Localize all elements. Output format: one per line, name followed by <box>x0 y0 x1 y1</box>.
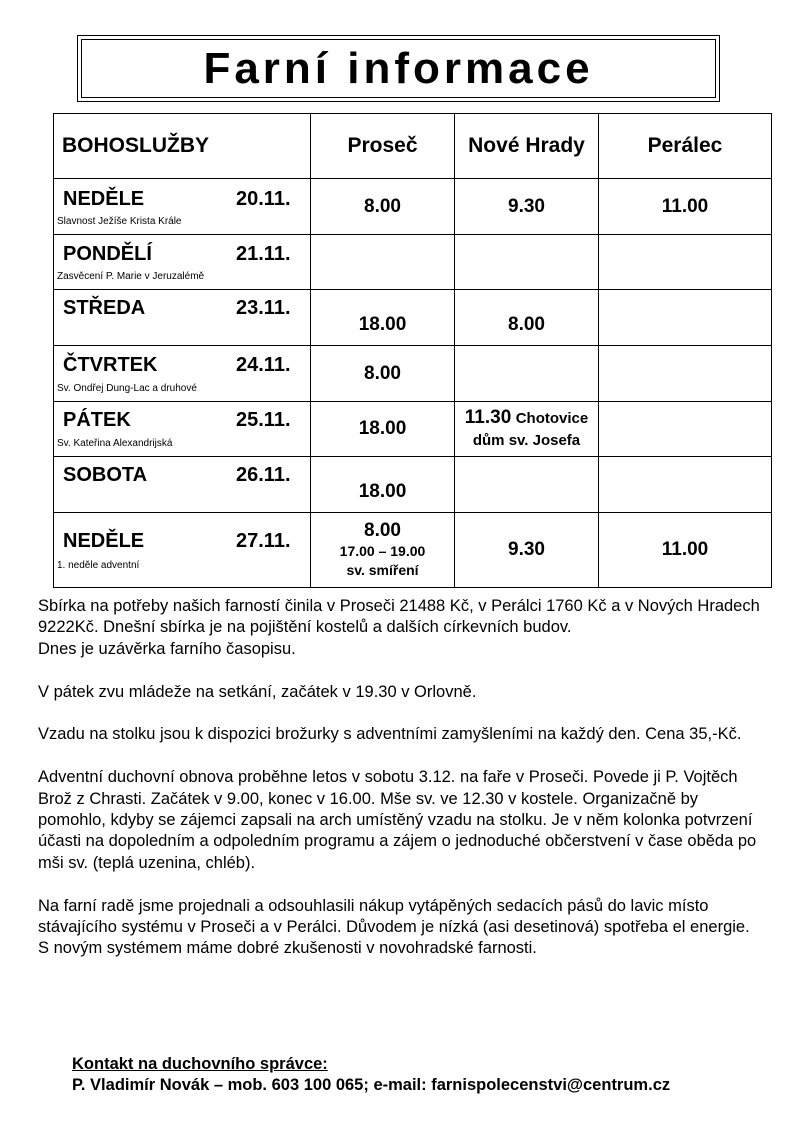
announcements <box>38 596 763 981</box>
schedule-row <box>54 179 772 235</box>
announcement-booklets: Vzadu na stolku jsou k dispozici brožurky s adventními zamyšleními na každý den. Cena 35,-Kč. <box>38 725 742 744</box>
day-cell <box>54 513 311 588</box>
day-name: PÁTEK <box>63 409 131 431</box>
header-peralec: Perálec <box>599 114 772 179</box>
day-cell <box>54 346 311 402</box>
announcement-magazine: Dnes je uzávěrka farního časopisu. <box>38 639 296 658</box>
day-cell <box>54 235 311 290</box>
day-cell <box>54 402 311 457</box>
schedule-row <box>54 457 772 513</box>
time-prosec <box>311 235 455 290</box>
day-date: 26.11. <box>236 464 291 486</box>
announcement-youth: V pátek zvu mládeže na setkání, začátek v 19.30 v Orlovně. <box>38 682 477 701</box>
time-peralec <box>599 235 772 290</box>
day-subtitle: Zasvěcení P. Marie v Jeruzalémě <box>57 271 205 282</box>
time-nove-hrady: 8.00 <box>455 290 599 346</box>
time-prosec: 8.00 <box>311 346 455 402</box>
time-nove-hrady: 9.30 <box>455 179 599 235</box>
day-date: 23.11. <box>236 297 291 319</box>
time-prosec: 18.00 <box>311 457 455 513</box>
time-nove-hrady <box>455 457 599 513</box>
time-peralec <box>599 346 772 402</box>
time-peralec: 11.00 <box>599 179 772 235</box>
day-cell <box>54 457 311 513</box>
schedule-header-row <box>54 114 772 179</box>
time-peralec <box>599 402 772 457</box>
day-name: STŘEDA <box>63 297 146 319</box>
day-date: 25.11. <box>236 409 291 431</box>
schedule-row <box>54 513 772 588</box>
time-range: 17.00 – 19.00 <box>339 543 426 559</box>
schedule-row <box>54 290 772 346</box>
time-prosec <box>311 513 455 588</box>
header-nove-hrady: Nové Hrady <box>455 114 599 179</box>
time-peralec: 11.00 <box>599 513 772 588</box>
day-date: 24.11. <box>236 354 291 376</box>
schedule-table <box>53 113 772 588</box>
time-nove-hrady: 9.30 <box>455 513 599 588</box>
contact-heading: Kontakt na duchovního správce: <box>72 1055 328 1073</box>
day-cell <box>54 290 311 346</box>
day-name: NEDĚLE <box>63 530 145 552</box>
day-name: NEDĚLE <box>63 188 145 210</box>
contact-block <box>72 1054 772 1096</box>
title-frame <box>81 39 716 98</box>
day-date: 27.11. <box>236 530 291 552</box>
day-subtitle: Sv. Kateřina Alexandrijská <box>57 438 173 449</box>
announcement-advent-retreat: Adventní duchovní obnova proběhne letos v sobotu 3.12. na faře v Proseči. Povede ji P. Vojtěch Brož z Chrasti. Začátek v 9.00, konec v 16.00. Mše sv. ve 12.30 v kostele. Organizačně by pomohlo, kdyby se zájemci zapsali na arch umístěný vzadu na stolku. Je v něm kolonka potvrzení účasti na dopoledním a odpoledním programu a zájem o jednoduché občerstvení v čase oběda po mši sv. (teplá uzenina, chléb). <box>38 768 757 872</box>
day-subtitle: 1. neděle adventní <box>57 560 140 571</box>
time-prosec: 8.00 <box>311 179 455 235</box>
time-prosec: 18.00 <box>311 290 455 346</box>
day-name: PONDĚLÍ <box>63 243 152 265</box>
time-peralec <box>599 290 772 346</box>
time-value: 11.30 <box>464 406 512 428</box>
announcement-collection: Sbírka na potřeby našich farností činila v Proseči 21488 Kč, v Perálci 1760 Kč a v Nových Hradech 9222Kč. Dnešní sbírka je na pojištění kostelů a dalších církevních budov. <box>38 597 760 637</box>
time-place-detail: dům sv. Josefa <box>472 431 581 449</box>
day-name: SOBOTA <box>63 464 148 486</box>
time-nove-hrady <box>455 346 599 402</box>
contact-details: P. Vladimír Novák – mob. 603 100 065; e-mail: farnispolecenstvi@centrum.cz <box>72 1076 671 1094</box>
schedule-row <box>54 346 772 402</box>
header-prosec: Proseč <box>311 114 455 179</box>
day-subtitle: Slavnost Ježíše Krista Krále <box>57 216 182 227</box>
page-title: Farní informace <box>203 43 594 93</box>
announcement-heating: Na farní radě jsme projednali a odsouhlasili nákup vytápěných sedacích pásů do lavic místo stávajícího systému v Proseči a v Perálci. Důvodem je nízká (asi desetinová) spotřeba el energie. S novým systémem máme dobré zkušenosti v novohradské farnosti. <box>38 896 750 958</box>
day-cell <box>54 179 311 235</box>
schedule-row <box>54 402 772 457</box>
day-name: ČTVRTEK <box>63 354 158 376</box>
time-place: Chotovice <box>515 409 589 427</box>
day-date: 20.11. <box>236 188 291 210</box>
time-nove-hrady <box>455 402 599 457</box>
time-note: sv. smíření <box>346 562 419 578</box>
time-value: 8.00 <box>364 520 401 541</box>
header-services: BOHOSLUŽBY <box>54 114 311 179</box>
time-nove-hrady <box>455 235 599 290</box>
day-subtitle: Sv. Ondřej Dung-Lac a druhové <box>57 383 197 394</box>
title-box <box>77 35 720 102</box>
time-peralec <box>599 457 772 513</box>
time-prosec: 18.00 <box>311 402 455 457</box>
schedule-row <box>54 235 772 290</box>
day-date: 21.11. <box>236 243 291 265</box>
